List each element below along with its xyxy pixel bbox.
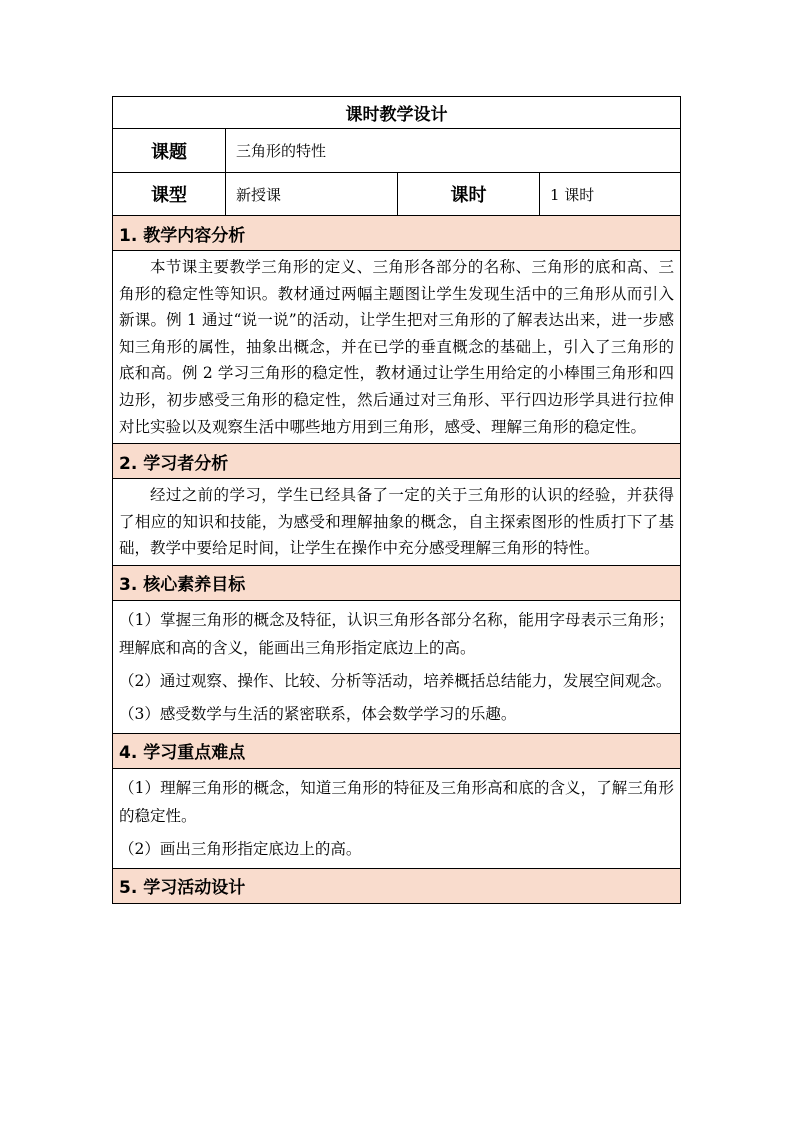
goal-item: （3）感受数学与生活的紧密联系，体会数学学习的乐趣。 xyxy=(119,704,517,723)
key-points-body xyxy=(113,768,681,868)
lesson-plan-table xyxy=(112,96,681,904)
section-heading-key-points: 4. 学习重点难点 xyxy=(113,733,681,768)
section-heading-learner-analysis: 2. 学习者分析 xyxy=(113,444,681,479)
goal-item: （2）通过观察、操作、比较、分析等活动，培养概括总结能力，发展空间观念。 xyxy=(119,671,672,690)
section-heading-core-goals: 3. 核心素养目标 xyxy=(113,565,681,600)
core-goals-body xyxy=(113,600,681,733)
learner-analysis-body xyxy=(113,479,681,566)
topic-value: 三角形的特性 xyxy=(226,129,681,173)
section-heading-content-analysis: 1. 教学内容分析 xyxy=(113,216,681,251)
lesson-type-label: 课型 xyxy=(113,173,226,216)
content-analysis-body xyxy=(113,251,681,444)
document-title: 课时教学设计 xyxy=(113,97,681,129)
content-analysis-text: 本节课主要教学三角形的定义、三角形各部分的名称、三角形的底和高、三角形的稳定性等知识。教材通过两幅主题图让学生发现生活中的三角形从而引入新课。例 1 通过“说一说”的活动，让学生把对三角形的了解表达出来，进一步感知三角形的属性，抽象出概念，并在已学的垂直概念的基础上，引入了三角形的底和高。例 2 学习三角形的稳定性，教材通过让学生用给定的小棒围三角形和四边形，初步感受三角形的稳定性，然后通过对三角形、平行四边形学具进行拉伸对比实验以及观察生活中哪些地方用到三角形，感受、理解三角形的稳定性。 xyxy=(119,258,674,436)
goal-item: （1）掌握三角形的概念及特征，认识三角形各部分名称，能用字母表示三角形；理解底和高的含义，能画出三角形指定底边上的高。 xyxy=(119,610,674,657)
key-point-item: （2）画出三角形指定底边上的高。 xyxy=(119,839,362,858)
learner-analysis-text: 经过之前的学习，学生已经具备了一定的关于三角形的认识的经验，并获得了相应的知识和技能，为感受和理解抽象的概念，自主探索图形的性质打下了基础，教学中要给足时间，让学生在操作中充分感受理解三角形的特性。 xyxy=(119,486,674,558)
key-point-item: （1）理解三角形的概念，知道三角形的特征及三角形高和底的含义，了解三角形的稳定性。 xyxy=(119,778,674,825)
section-heading-activities: 5. 学习活动设计 xyxy=(113,868,681,903)
lesson-hours-value: 1 课时 xyxy=(540,173,681,216)
lesson-type-value: 新授课 xyxy=(226,173,398,216)
topic-label: 课题 xyxy=(113,129,226,173)
lesson-hours-label: 课时 xyxy=(398,173,540,216)
